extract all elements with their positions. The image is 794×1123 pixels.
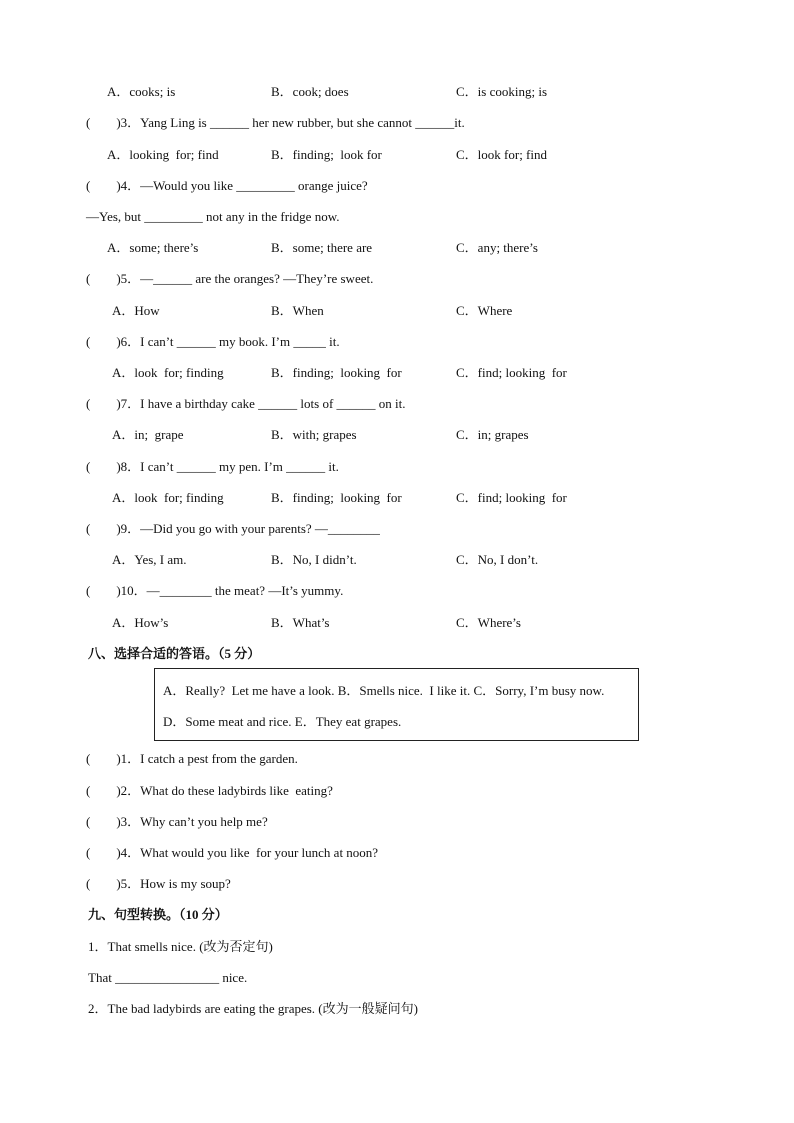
s8-question-4: ( )4．What would you like for your lunch at noon? (86, 845, 379, 860)
s9-question-1-answer: That ________________ nice. (88, 970, 248, 985)
q2-option-b: B．cook; does (271, 84, 349, 99)
s8-question-2: ( )2．What do these ladybirds like eating? (86, 783, 333, 798)
q10-option-a: A．How’s (112, 615, 169, 630)
answer-choices-box (154, 668, 639, 741)
question-8: ( )8．I can’t ______ my pen. I’m ______ it. (86, 459, 339, 474)
q10-option-c: C．Where’s (456, 615, 521, 630)
q4-option-a: A．some; there’s (107, 240, 199, 255)
q8-option-a: A．look for; finding (112, 490, 224, 505)
question-4: ( )4．—Would you like _________ orange juice? (86, 178, 368, 193)
q10-option-b: B．What’s (271, 615, 330, 630)
q7-option-a: A．in; grape (112, 427, 184, 442)
q2-option-a: A．cooks; is (107, 84, 176, 99)
q9-option-c: C．No, I don’t. (456, 552, 539, 567)
answer-choices-line-1: A．Really? Let me have a look. B．Smells nice. I like it. C．Sorry, I’m busy now. (163, 683, 605, 698)
q3-option-a: A．looking for; find (107, 147, 219, 162)
q9-option-a: A．Yes, I am. (112, 552, 187, 567)
section-8-title: 八、选择合适的答语。（5 分） (88, 646, 261, 661)
answer-choices-line-2: D．Some meat and rice. E．They eat grapes. (163, 714, 402, 729)
question-5: ( )5．—______ are the oranges? —They’re sweet. (86, 271, 374, 286)
q8-option-c: C．find; looking for (456, 490, 567, 505)
q9-option-b: B．No, I didn’t. (271, 552, 357, 567)
s8-question-3: ( )3．Why can’t you help me? (86, 814, 268, 829)
q5-option-c: C．Where (456, 303, 513, 318)
s9-question-1: 1．That smells nice. (改为否定句) (88, 939, 273, 954)
q7-option-c: C．in; grapes (456, 427, 529, 442)
question-3: ( )3．Yang Ling is ______ her new rubber, but she cannot ______it. (86, 115, 465, 130)
q6-option-b: B．finding; looking for (271, 365, 402, 380)
q5-option-b: B．When (271, 303, 324, 318)
s9-question-2: 2．The bad ladybirds are eating the grapes. (改为一般疑问句) (88, 1001, 418, 1016)
s8-question-1: ( )1．I catch a pest from the garden. (86, 751, 298, 766)
q4-option-c: C．any; there’s (456, 240, 538, 255)
s8-question-5: ( )5．How is my soup? (86, 876, 231, 891)
q6-option-c: C．find; looking for (456, 365, 567, 380)
q7-option-b: B．with; grapes (271, 427, 357, 442)
section-9-title: 九、句型转换。（10 分） (88, 907, 228, 922)
question-9: ( )9．—Did you go with your parents? —________ (86, 521, 380, 536)
question-7: ( )7．I have a birthday cake ______ lots of ______ on it. (86, 396, 406, 411)
q6-option-a: A．look for; finding (112, 365, 224, 380)
q2-option-c: C．is cooking; is (456, 84, 548, 99)
question-6: ( )6．I can’t ______ my book. I’m _____ it. (86, 334, 340, 349)
q4-option-b: B．some; there are (271, 240, 373, 255)
question-4-reply: —Yes, but _________ not any in the fridge now. (86, 209, 340, 224)
question-10: ( )10．—________ the meat? —It’s yummy. (86, 583, 344, 598)
q3-option-c: C．look for; find (456, 147, 547, 162)
q3-option-b: B．finding; look for (271, 147, 382, 162)
q5-option-a: A．How (112, 303, 160, 318)
q8-option-b: B．finding; looking for (271, 490, 402, 505)
